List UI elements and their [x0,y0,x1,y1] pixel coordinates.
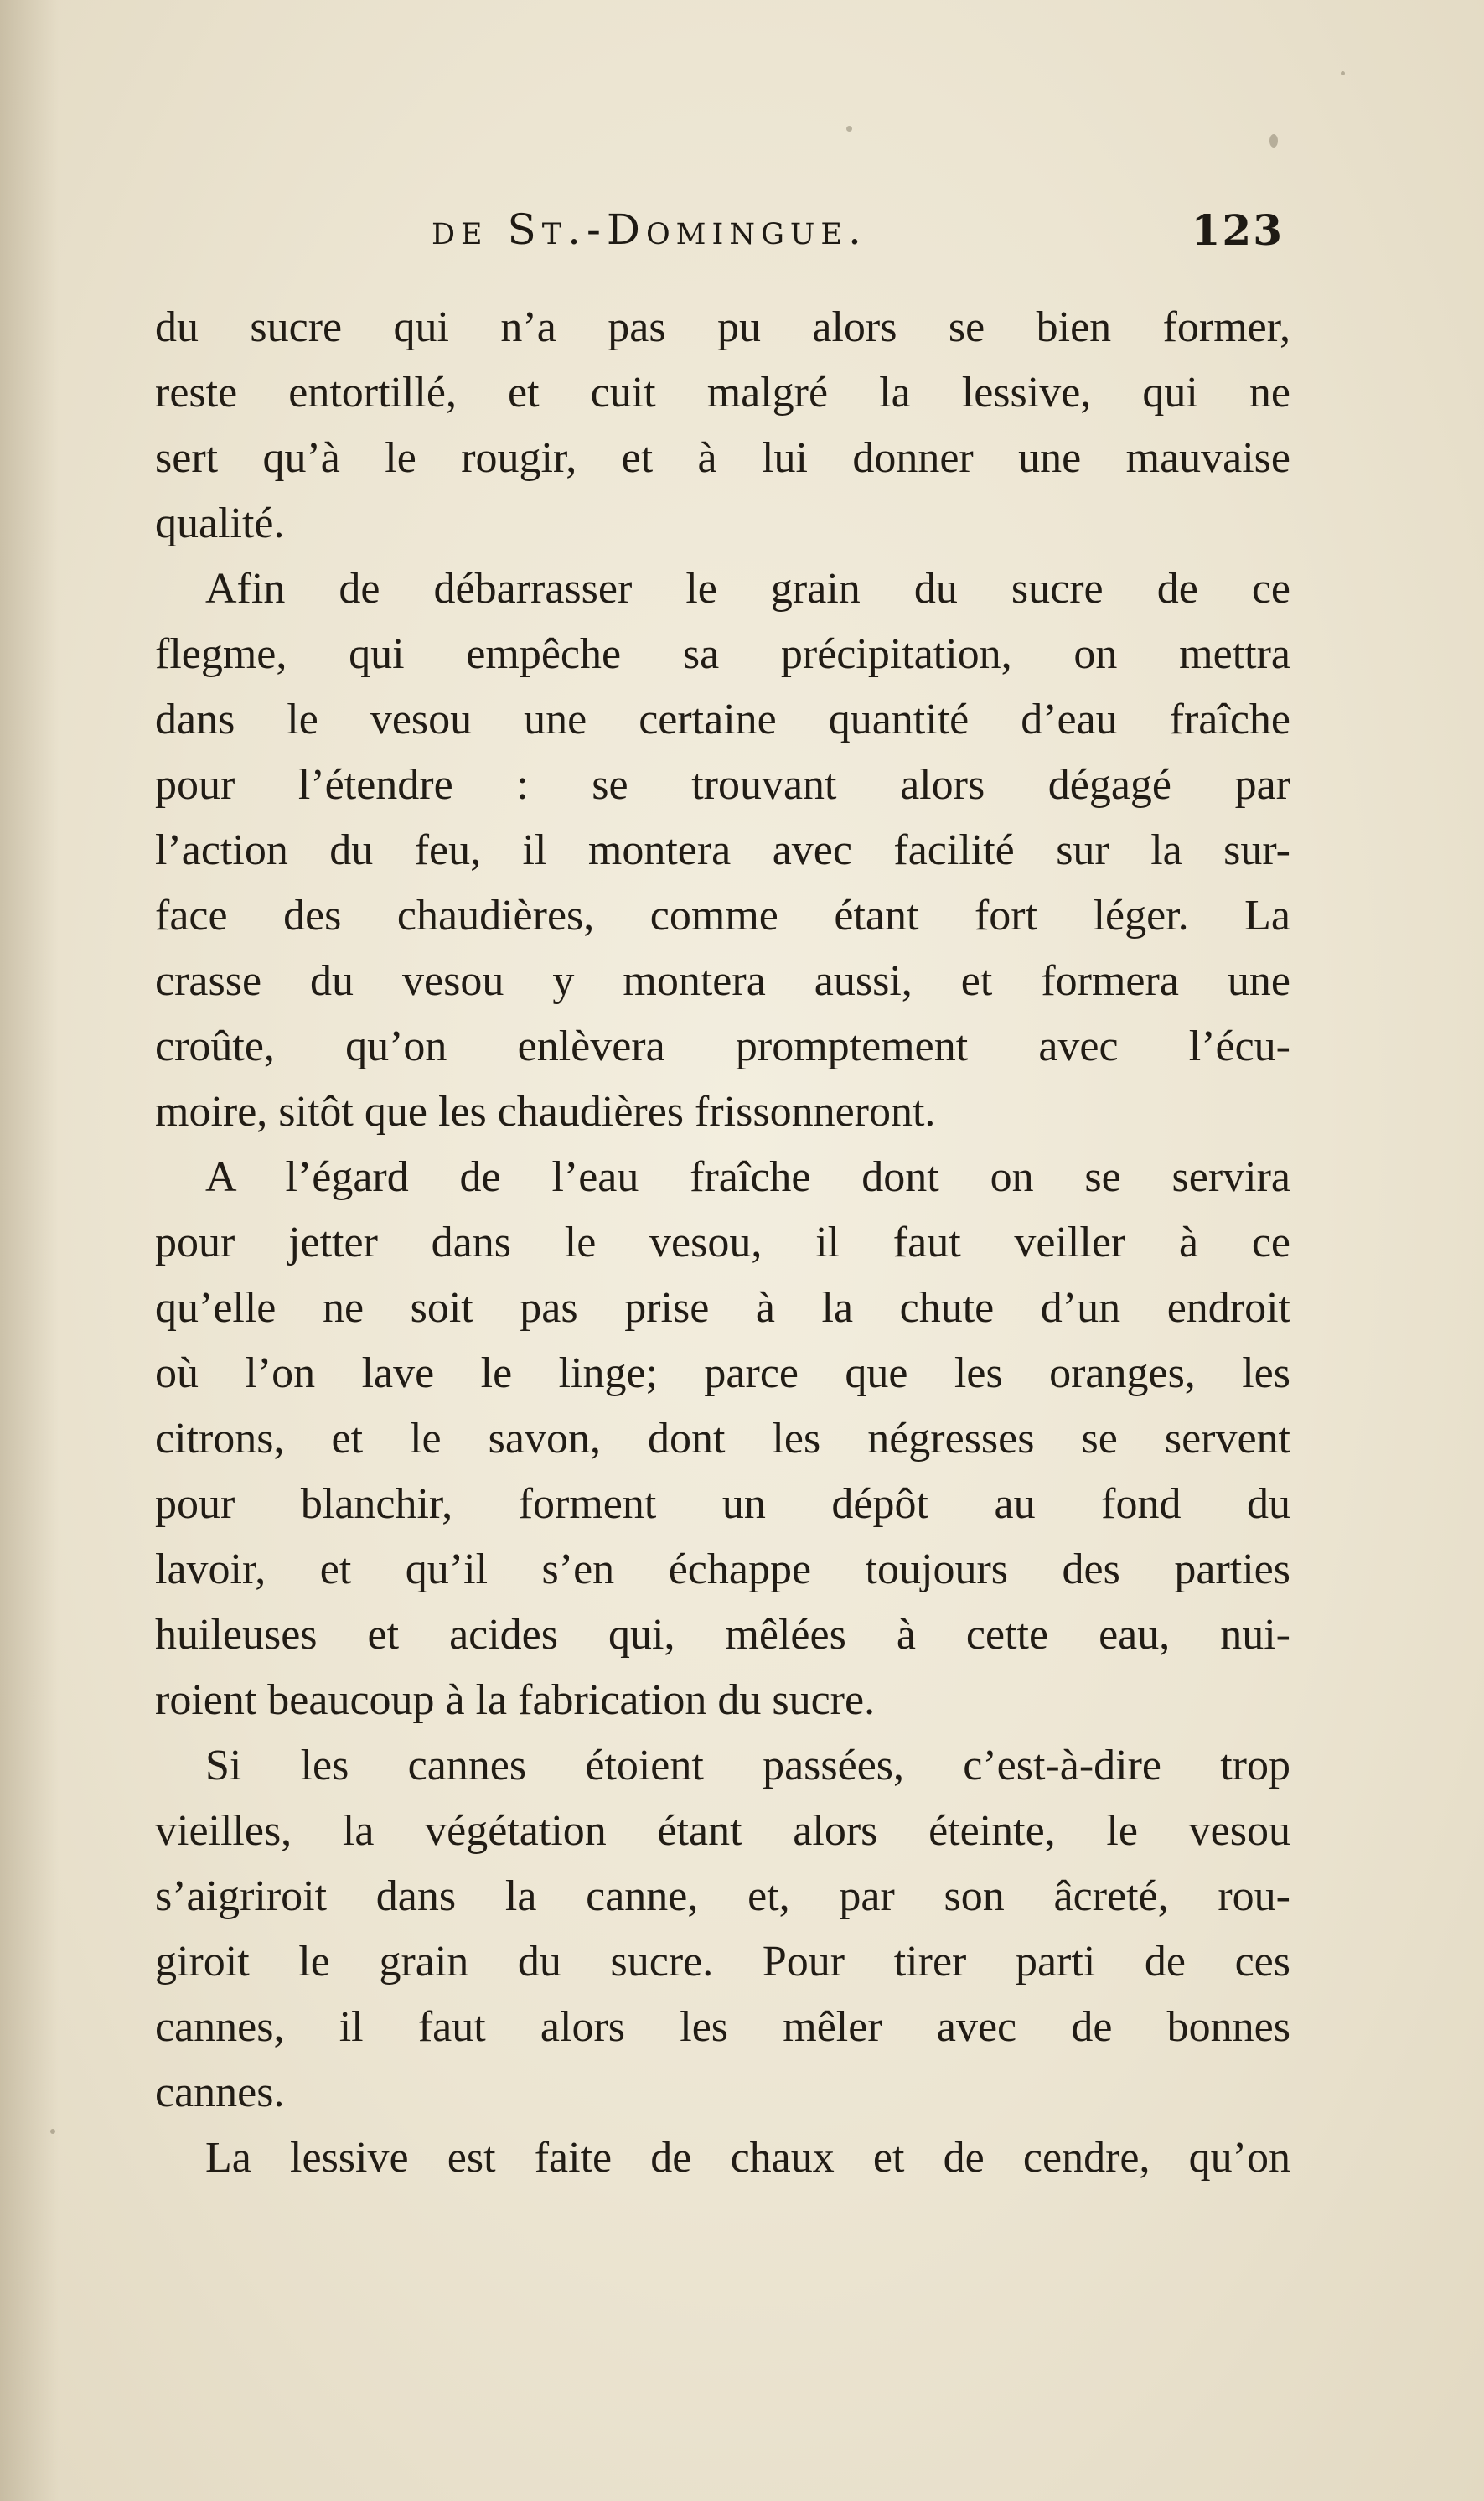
text-line: A l’égard de l’eau fraîche dont on se servira [205,1153,1290,1201]
text-line: roient beaucoup à la fabrication du sucre. [155,1676,876,1724]
text-line: où l’on lave le linge; parce que les oranges, les [155,1349,1290,1397]
running-title: de St.-Domingue. [432,205,867,254]
text-line: crasse du vesou y montera aussi, et formera une [155,957,1290,1005]
text-line: sert qu’à le rougir, et à lui donner une mauvaise [155,434,1290,482]
gutter-shadow [0,0,59,2501]
paper-speck [846,126,852,132]
text-line: pour jetter dans le vesou, il faut veiller à ce [155,1219,1290,1266]
paper-speck [50,2129,55,2134]
text-line: dans le vesou une certaine quantité d’eau fraîche [155,696,1290,743]
text-line: qualité. [155,500,285,547]
text-line: croûte, qu’on enlèvera promptement avec l’écu- [155,1023,1290,1070]
text-line: qu’elle ne soit pas prise à la chute d’un endroit [155,1284,1290,1332]
paper-speck [1269,134,1278,148]
text-line: moire, sitôt que les chaudières frissonneront. [155,1088,936,1136]
text-line: Si les cannes étoient passées, c’est-à-dire trop [205,1742,1290,1789]
text-line: flegme, qui empêche sa précipitation, on mettra [155,630,1290,678]
text-line: La lessive est faite de chaux et de cendre, qu’on [205,2134,1290,2182]
text-line: l’action du feu, il montera avec facilité sur la sur- [155,826,1290,874]
text-line: reste entortillé, et cuit malgré la lessive, qui ne [155,369,1290,417]
text-line: s’aigriroit dans la canne, et, par son âcreté, rou- [155,1872,1290,1920]
text-line: cannes, il faut alors les mêler avec de bonnes [155,2003,1290,2051]
text-line: lavoir, et qu’il s’en échappe toujours des parties [155,1546,1290,1593]
text-line: giroit le grain du sucre. Pour tirer parti de ces [155,1938,1290,1986]
text-line: du sucre qui n’a pas pu alors se bien former, [155,303,1290,351]
text-line: pour blanchir, forment un dépôt au fond du [155,1480,1290,1528]
paper-speck [1341,71,1345,75]
text-line: cannes. [155,2069,285,2116]
text-line: vieilles, la végétation étant alors éteinte, le vesou [155,1807,1290,1855]
text-line: huileuses et acides qui, mêlées à cette eau, nui- [155,1611,1290,1659]
text-line: face des chaudières, comme étant fort léger. La [155,892,1290,940]
body-text [155,295,1290,2191]
text-line: citrons, et le savon, dont les négresses se servent [155,1415,1290,1463]
page-number: 123 [1191,205,1284,255]
page-header [155,205,1290,264]
text-line: pour l’étendre : se trouvant alors dégagé par [155,761,1290,809]
text-line: Afin de débarrasser le grain du sucre de ce [205,565,1290,613]
